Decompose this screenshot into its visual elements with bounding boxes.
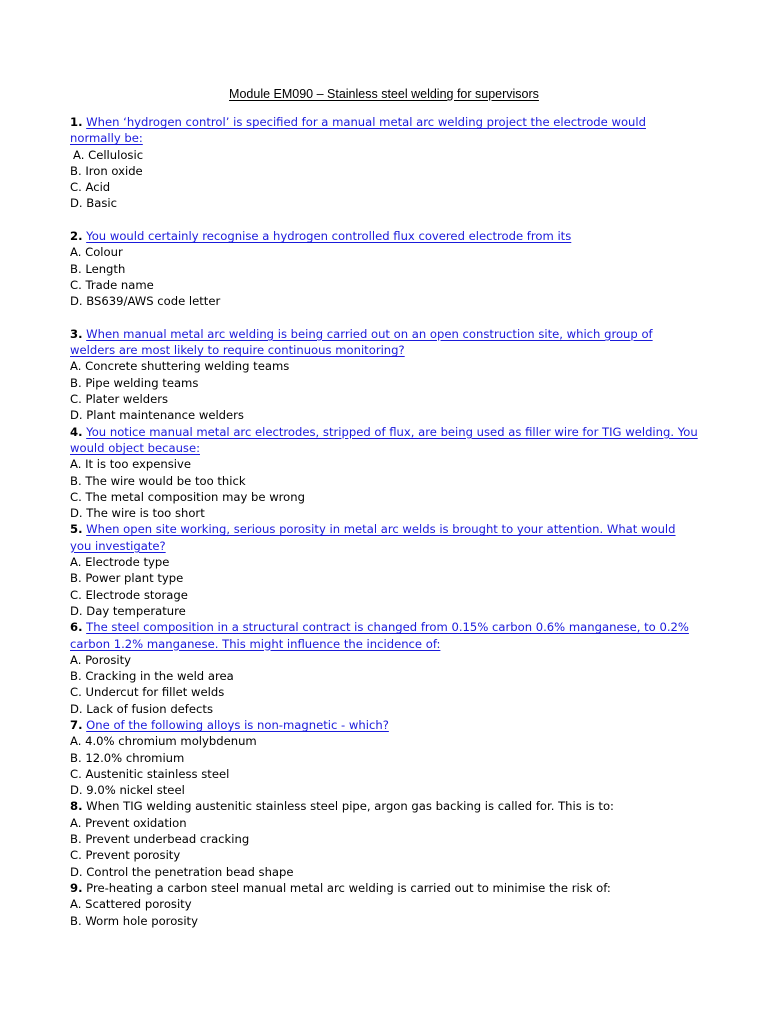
option-d: D. Control the penetration bead shape bbox=[70, 864, 294, 879]
question-link[interactable]: You notice manual metal arc electrodes, stripped of flux, are being used as filler wire for TIG welding. You would object because: bbox=[70, 424, 698, 455]
option-c: C. Trade name bbox=[70, 277, 154, 292]
question-number: 4. bbox=[70, 424, 83, 439]
question-number: 9. bbox=[70, 880, 83, 895]
question-5 bbox=[70, 521, 700, 619]
question-number: 2. bbox=[70, 229, 83, 244]
question-link[interactable]: When manual metal arc welding is being carried out on an open construction site, which group of welders are most likely to require continuous monitoring? bbox=[70, 326, 653, 358]
option-c: C. Plater welders bbox=[70, 392, 169, 407]
question-number: 3. bbox=[70, 326, 83, 341]
option-a: A. Scattered porosity bbox=[70, 897, 192, 912]
option-d: D. 9.0% nickel steel bbox=[70, 783, 185, 798]
option-a: A. Prevent oxidation bbox=[70, 815, 187, 830]
option-a: A. It is too expensive bbox=[70, 457, 191, 472]
option-d: D. The wire is too short bbox=[70, 506, 205, 521]
question-6 bbox=[70, 619, 700, 717]
question-number: 5. bbox=[70, 522, 83, 537]
question-link[interactable]: You would certainly recognise a hydrogen controlled flux covered electrode from its bbox=[86, 229, 572, 244]
question-1 bbox=[70, 114, 700, 212]
option-a: A. Cellulosic bbox=[73, 147, 144, 162]
question-9 bbox=[70, 880, 700, 929]
option-a: A. 4.0% chromium molybdenum bbox=[70, 734, 257, 749]
option-c: C. Undercut for fillet welds bbox=[70, 685, 225, 700]
option-c: C. Austenitic stainless steel bbox=[70, 766, 230, 781]
question-list bbox=[70, 114, 700, 929]
option-a: A. Electrode type bbox=[70, 555, 170, 570]
question-number: 1. bbox=[70, 115, 83, 129]
option-d: D. BS639/AWS code letter bbox=[70, 294, 221, 309]
question-number: 7. bbox=[70, 717, 83, 732]
option-b: B. Length bbox=[70, 261, 126, 276]
option-b: B. Pipe welding teams bbox=[70, 375, 199, 390]
question-4 bbox=[70, 424, 700, 522]
question-link[interactable]: The steel composition in a structural contract is changed from 0.15% carbon 0.6% manganese, to 0.2% carbon 1.2% manganese. This might influence the incidence of: bbox=[70, 620, 689, 651]
question-3 bbox=[70, 326, 700, 424]
question-link[interactable]: One of the following alloys is non-magnetic - which? bbox=[86, 717, 389, 732]
option-b: B. Iron oxide bbox=[70, 163, 143, 178]
option-c: C. The metal composition may be wrong bbox=[70, 489, 305, 504]
page-title: Module EM090 – Stainless steel welding for supervisors bbox=[229, 87, 539, 101]
option-a: A. Concrete shuttering welding teams bbox=[70, 359, 290, 374]
option-a: A. Porosity bbox=[70, 652, 132, 667]
question-number: 6. bbox=[70, 620, 83, 635]
option-b: B. Cracking in the weld area bbox=[70, 669, 234, 684]
question-number: 8. bbox=[70, 799, 83, 814]
question-link[interactable]: When open site working, serious porosity in metal arc welds is brought to your attention. What would you investigate? bbox=[70, 522, 676, 553]
option-d: D. Plant maintenance welders bbox=[70, 408, 244, 423]
option-c: C. Prevent porosity bbox=[70, 848, 181, 863]
option-c: C. Acid bbox=[70, 180, 111, 195]
question-text: Pre-heating a carbon steel manual metal arc welding is carried out to minimise the risk of: bbox=[86, 880, 611, 895]
option-b: B. Worm hole porosity bbox=[70, 913, 198, 928]
option-b: B. 12.0% chromium bbox=[70, 750, 185, 765]
option-d: D. Basic bbox=[70, 196, 117, 211]
option-b: B. Prevent underbead cracking bbox=[70, 832, 250, 847]
question-7 bbox=[70, 717, 700, 798]
question-2 bbox=[70, 228, 700, 309]
question-link[interactable]: When ‘hydrogen control’ is specified for a manual metal arc welding project the electrode would normally be: bbox=[70, 115, 646, 146]
option-d: D. Lack of fusion defects bbox=[70, 701, 213, 716]
option-b: B. Power plant type bbox=[70, 571, 184, 586]
option-a: A. Colour bbox=[70, 245, 123, 260]
question-8 bbox=[70, 798, 700, 879]
option-b: B. The wire would be too thick bbox=[70, 473, 246, 488]
option-d: D. Day temperature bbox=[70, 603, 186, 618]
question-text: When TIG welding austenitic stainless steel pipe, argon gas backing is called for. This is to: bbox=[86, 799, 614, 814]
option-c: C. Electrode storage bbox=[70, 587, 188, 602]
